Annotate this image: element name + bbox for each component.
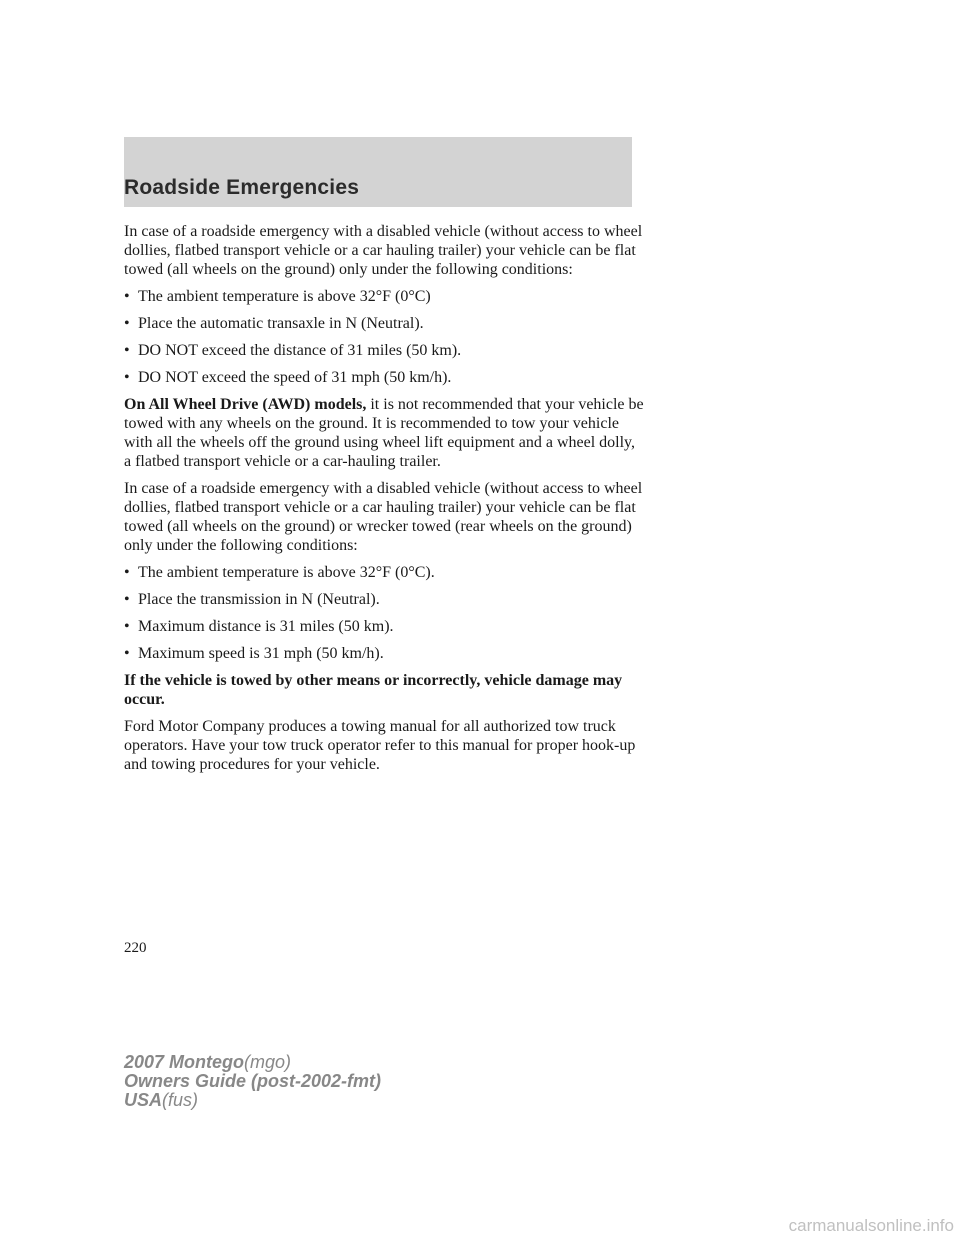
bullet-icon: • (124, 288, 130, 305)
page-number: 220 (124, 940, 147, 956)
intro-paragraph: In case of a roadside emergency with a disabled vehicle (without access to wheel dollies, flatbed transport vehicle or a car hauling trailer) your vehicle can be flat towed (all wheels on the ground) only under the following conditions: (124, 223, 643, 278)
bullet-icon: • (124, 618, 130, 635)
bullet-icon: • (124, 369, 130, 386)
list-item: • Maximum speed is 31 mph (50 km/h). (124, 645, 384, 662)
awd-lead-text: On All Wheel Drive (AWD) models, (124, 396, 367, 413)
list-item: • The ambient temperature is above 32°F (0°C). (124, 564, 435, 581)
awd-paragraph (124, 395, 644, 471)
footer-line-model: 2007 Montego(mgo) (124, 1052, 292, 1072)
bullet-icon: • (124, 342, 130, 359)
site-watermark: carmanualsonline.info (788, 1216, 954, 1235)
bullet-icon: • (124, 564, 130, 581)
list-item: • Place the transmission in N (Neutral). (124, 591, 380, 608)
wrecker-tow-paragraph: In case of a roadside emergency with a disabled vehicle (without access to wheel dollies, flatbed transport vehicle or a car hauling trailer) your vehicle can be flat towed (all wheels on the ground) or wrecker towed (rear wheels on the ground) only under the following conditions: (124, 480, 643, 554)
towing-manual-paragraph: Ford Motor Company produces a towing manual for all authorized tow truck operators. Have your tow truck operator refer to this manual for proper hook-up and towing procedures for your vehicle. (124, 718, 636, 773)
list-item: • DO NOT exceed the speed of 31 mph (50 km/h). (124, 369, 452, 386)
page-body (124, 222, 644, 782)
footer-line-market: USA(fus) (124, 1090, 199, 1110)
bullet-icon: • (124, 315, 130, 332)
flat-tow-conditions-list (124, 287, 644, 387)
damage-warning: If the vehicle is towed by other means or incorrectly, vehicle damage may occur. (124, 672, 623, 708)
footer-line-guide: Owners Guide (post-2002-fmt) (124, 1071, 382, 1091)
list-item: • The ambient temperature is above 32°F (0°C) (124, 288, 431, 305)
document-footer (124, 1053, 381, 1110)
bullet-icon: • (124, 645, 130, 662)
awd-body-text: it is not recommended that your vehicle be towed with any wheels on the ground. It is recommended to tow your vehicle with all the wheels off the ground using wheel lift equipment and a wheel dolly, a flatbed transport vehicle or a car-hauling trailer. (124, 396, 644, 470)
section-title: Roadside Emergencies (124, 176, 360, 199)
list-item: • Place the automatic transaxle in N (Neutral). (124, 315, 424, 332)
bullet-icon: • (124, 591, 130, 608)
list-item: • Maximum distance is 31 miles (50 km). (124, 618, 394, 635)
list-item: • DO NOT exceed the distance of 31 miles (50 km). (124, 342, 462, 359)
wrecker-tow-conditions-list (124, 563, 644, 663)
